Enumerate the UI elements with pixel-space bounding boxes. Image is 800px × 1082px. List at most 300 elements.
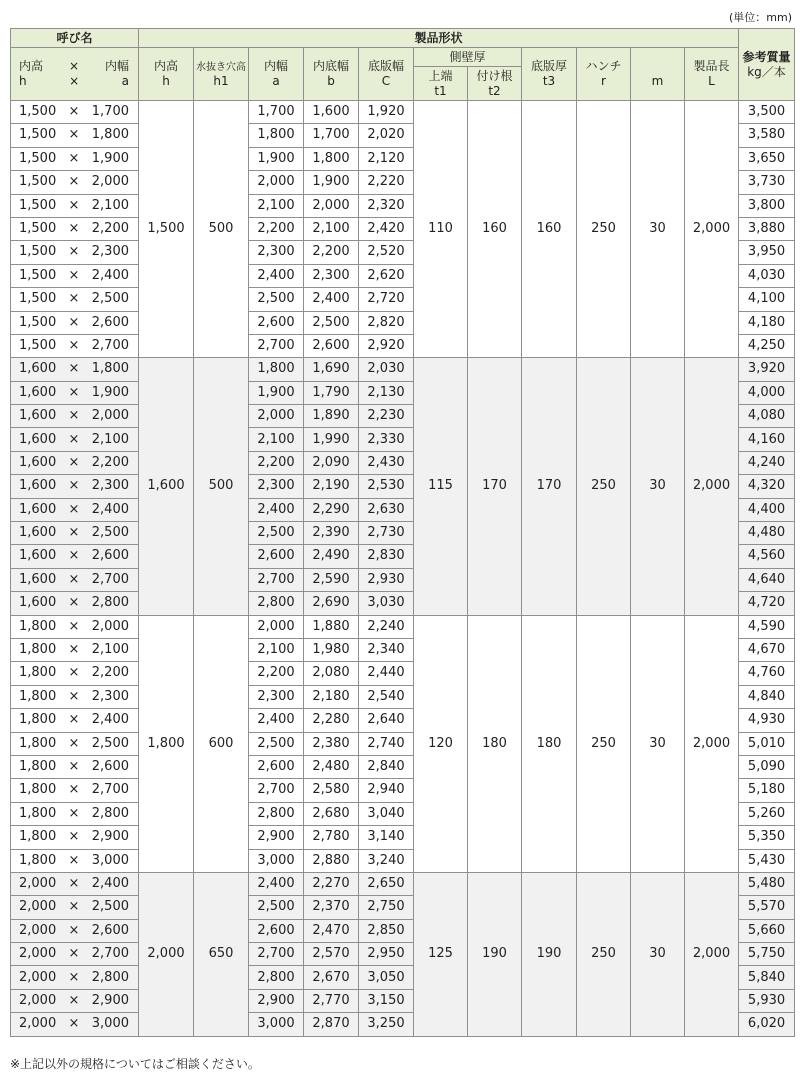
cell-weight: 4,100 xyxy=(739,288,795,311)
name-times: × xyxy=(68,852,80,868)
cell-weight: 5,570 xyxy=(739,896,795,919)
cell-weight: 3,500 xyxy=(739,101,795,124)
name-height: 1,800 xyxy=(19,618,57,634)
name-times: × xyxy=(68,1016,80,1032)
name-times: × xyxy=(68,244,80,260)
name-height: 1,800 xyxy=(19,759,57,774)
name-times: × xyxy=(68,642,80,658)
name-width: 2,000 xyxy=(91,408,129,424)
name-times: × xyxy=(68,174,80,190)
name-times: × xyxy=(68,525,80,541)
name-height: 1,500 xyxy=(19,291,57,307)
cell-weight: 5,480 xyxy=(739,872,795,895)
cell-c: 2,930 xyxy=(359,568,414,591)
cell-a: 1,700 xyxy=(249,101,304,124)
cell-t3: 180 xyxy=(522,615,577,872)
name-width: 2,500 xyxy=(91,291,129,307)
name-width: 2,600 xyxy=(91,314,129,330)
cell-weight: 3,950 xyxy=(739,241,795,264)
name-times: × xyxy=(68,454,80,470)
cell-m: 30 xyxy=(631,615,685,872)
cell-c: 2,420 xyxy=(359,217,414,240)
cell-b: 2,480 xyxy=(304,755,359,778)
cell-weight: 3,730 xyxy=(739,171,795,194)
name-width: 2,200 xyxy=(91,221,129,237)
cell-b: 1,980 xyxy=(304,638,359,661)
cell-c: 2,620 xyxy=(359,264,414,287)
name-times: × xyxy=(68,431,80,447)
cell-a: 2,400 xyxy=(249,709,304,732)
cell-yobina xyxy=(11,802,139,825)
cell-weight: 4,320 xyxy=(739,475,795,498)
name-width: 2,900 xyxy=(91,992,129,1008)
name-height: 1,500 xyxy=(19,197,57,213)
header-c: 底版幅 C xyxy=(359,48,414,101)
name-width: 2,400 xyxy=(91,712,129,728)
name-width: 2,000 xyxy=(91,174,129,190)
name-times: × xyxy=(68,291,80,307)
name-height: 1,600 xyxy=(19,384,57,400)
cell-weight: 5,350 xyxy=(739,826,795,849)
name-height: 1,800 xyxy=(19,829,57,845)
name-width: 2,200 xyxy=(91,454,129,470)
name-height: 2,000 xyxy=(19,1016,57,1032)
cell-yobina xyxy=(11,989,139,1012)
cell-yobina xyxy=(11,475,139,498)
name-height: 1,800 xyxy=(19,665,57,681)
cell-yobina xyxy=(11,381,139,404)
cell-yobina xyxy=(11,592,139,615)
name-times: × xyxy=(68,408,80,424)
name-width: 3,000 xyxy=(91,852,129,868)
cell-b: 1,890 xyxy=(304,405,359,428)
cell-c: 3,250 xyxy=(359,1013,414,1036)
name-height: 1,800 xyxy=(19,688,57,704)
cell-c: 2,320 xyxy=(359,194,414,217)
name-width: 1,900 xyxy=(91,150,129,166)
cell-L: 2,000 xyxy=(685,358,739,615)
name-times: × xyxy=(68,197,80,213)
cell-L: 2,000 xyxy=(685,872,739,1036)
cell-a: 2,300 xyxy=(249,241,304,264)
cell-a: 2,500 xyxy=(249,896,304,919)
name-height: 2,000 xyxy=(19,969,57,985)
cell-a: 2,600 xyxy=(249,919,304,942)
cell-a: 2,700 xyxy=(249,943,304,966)
cell-b: 2,390 xyxy=(304,522,359,545)
cell-yobina xyxy=(11,826,139,849)
name-height: 2,000 xyxy=(19,875,57,891)
header-sanko: 参考質量 kg／本 xyxy=(739,29,795,101)
cell-b: 2,270 xyxy=(304,872,359,895)
name-width: 2,600 xyxy=(91,922,129,938)
cell-b: 2,090 xyxy=(304,451,359,474)
name-height: 1,500 xyxy=(19,150,57,166)
name-height: 1,800 xyxy=(19,805,57,821)
cell-yobina xyxy=(11,849,139,872)
name-height: 1,600 xyxy=(19,595,57,611)
cell-yobina xyxy=(11,638,139,661)
name-height: 1,500 xyxy=(19,244,57,260)
cell-b: 1,790 xyxy=(304,381,359,404)
cell-a: 2,700 xyxy=(249,568,304,591)
cell-yobina xyxy=(11,451,139,474)
name-times: × xyxy=(68,361,80,377)
cell-a: 2,700 xyxy=(249,334,304,357)
name-width: 1,800 xyxy=(91,127,129,143)
name-width: 2,400 xyxy=(91,267,129,283)
cell-c: 2,340 xyxy=(359,638,414,661)
cell-a: 2,900 xyxy=(249,989,304,1012)
cell-weight: 5,840 xyxy=(739,966,795,989)
header-h1: 水抜き穴高 h1 xyxy=(194,48,249,101)
name-times: × xyxy=(68,829,80,845)
cell-b: 1,690 xyxy=(304,358,359,381)
name-times: × xyxy=(68,712,80,728)
name-times: × xyxy=(68,548,80,564)
header-seihin-keijo: 製品形状 xyxy=(139,29,739,48)
name-height: 2,000 xyxy=(19,899,57,915)
cell-c: 3,050 xyxy=(359,966,414,989)
name-width: 1,700 xyxy=(91,104,129,120)
cell-yobina xyxy=(11,943,139,966)
name-height: 1,800 xyxy=(19,782,57,798)
name-times: × xyxy=(68,899,80,915)
cell-c: 2,730 xyxy=(359,522,414,545)
cell-c: 2,830 xyxy=(359,545,414,568)
cell-t3: 190 xyxy=(522,872,577,1036)
name-width: 2,300 xyxy=(91,688,129,704)
cell-b: 2,490 xyxy=(304,545,359,568)
name-width: 2,900 xyxy=(91,829,129,845)
cell-weight: 3,920 xyxy=(739,358,795,381)
header-m: m xyxy=(631,48,685,101)
name-times: × xyxy=(68,782,80,798)
name-height: 1,600 xyxy=(19,431,57,447)
name-width: 2,700 xyxy=(91,337,129,353)
name-height: 2,000 xyxy=(19,946,57,962)
cell-b: 2,200 xyxy=(304,241,359,264)
name-times: × xyxy=(68,104,80,120)
name-times: × xyxy=(68,969,80,985)
cell-t2: 160 xyxy=(468,101,522,358)
cell-c: 3,140 xyxy=(359,826,414,849)
cell-m: 30 xyxy=(631,101,685,358)
cell-a: 2,000 xyxy=(249,615,304,638)
name-times: × xyxy=(68,992,80,1008)
cell-weight: 5,260 xyxy=(739,802,795,825)
cell-t2: 190 xyxy=(468,872,522,1036)
cell-b: 2,190 xyxy=(304,475,359,498)
cell-b: 2,300 xyxy=(304,264,359,287)
cell-a: 2,200 xyxy=(249,662,304,685)
cell-b: 2,770 xyxy=(304,989,359,1012)
cell-a: 2,400 xyxy=(249,264,304,287)
name-width: 2,600 xyxy=(91,759,129,774)
cell-yobina xyxy=(11,568,139,591)
cell-a: 2,500 xyxy=(249,522,304,545)
cell-c: 2,530 xyxy=(359,475,414,498)
cell-b: 2,380 xyxy=(304,732,359,755)
cell-weight: 4,720 xyxy=(739,592,795,615)
header-t1: 上端 t1 xyxy=(414,67,468,101)
cell-a: 2,600 xyxy=(249,311,304,334)
header-t3: 底版厚 t3 xyxy=(522,48,577,101)
cell-c: 2,640 xyxy=(359,709,414,732)
cell-weight: 3,580 xyxy=(739,124,795,147)
cell-yobina xyxy=(11,334,139,357)
name-height: 1,600 xyxy=(19,478,57,494)
cell-b: 2,280 xyxy=(304,709,359,732)
name-height: 1,500 xyxy=(19,174,57,190)
cell-c: 2,840 xyxy=(359,755,414,778)
header-r: ハンチ r xyxy=(577,48,631,101)
cell-weight: 5,750 xyxy=(739,943,795,966)
cell-b: 2,570 xyxy=(304,943,359,966)
cell-yobina xyxy=(11,358,139,381)
cell-yobina xyxy=(11,288,139,311)
cell-yobina xyxy=(11,732,139,755)
cell-b: 2,870 xyxy=(304,1013,359,1036)
cell-yobina xyxy=(11,405,139,428)
name-height: 1,500 xyxy=(19,314,57,330)
cell-L: 2,000 xyxy=(685,615,739,872)
cell-h: 2,000 xyxy=(139,872,194,1036)
cell-t3: 170 xyxy=(522,358,577,615)
cell-c: 1,920 xyxy=(359,101,414,124)
cell-weight: 4,840 xyxy=(739,685,795,708)
cell-b: 2,690 xyxy=(304,592,359,615)
cell-c: 2,240 xyxy=(359,615,414,638)
header-yobina: 呼び名 xyxy=(11,29,139,48)
cell-t1: 110 xyxy=(414,101,468,358)
cell-c: 2,740 xyxy=(359,732,414,755)
cell-c: 2,820 xyxy=(359,311,414,334)
cell-a: 2,600 xyxy=(249,755,304,778)
cell-weight: 5,180 xyxy=(739,779,795,802)
cell-a: 1,900 xyxy=(249,147,304,170)
footnote: ※上記以外の規格についてはご相談ください。 xyxy=(10,1057,260,1071)
name-height: 1,600 xyxy=(19,408,57,424)
cell-a: 2,000 xyxy=(249,405,304,428)
cell-c: 2,330 xyxy=(359,428,414,451)
name-height: 1,500 xyxy=(19,127,57,143)
header-t2: 付け根 t2 xyxy=(468,67,522,101)
cell-weight: 4,030 xyxy=(739,264,795,287)
cell-t1: 115 xyxy=(414,358,468,615)
cell-b: 2,400 xyxy=(304,288,359,311)
table-row xyxy=(11,101,795,124)
cell-t2: 170 xyxy=(468,358,522,615)
cell-weight: 4,760 xyxy=(739,662,795,685)
cell-b: 1,880 xyxy=(304,615,359,638)
name-width: 2,200 xyxy=(91,665,129,681)
cell-yobina xyxy=(11,522,139,545)
cell-yobina xyxy=(11,966,139,989)
name-height: 1,600 xyxy=(19,548,57,564)
table-row xyxy=(11,358,795,381)
cell-b: 1,600 xyxy=(304,101,359,124)
cell-yobina xyxy=(11,662,139,685)
cell-yobina xyxy=(11,755,139,778)
header-sokuheki: 側壁厚 xyxy=(414,48,522,67)
cell-yobina xyxy=(11,919,139,942)
cell-a: 2,200 xyxy=(249,217,304,240)
cell-c: 2,940 xyxy=(359,779,414,802)
cell-b: 2,100 xyxy=(304,217,359,240)
spec-table xyxy=(10,28,795,1037)
name-width: 2,100 xyxy=(91,431,129,447)
cell-a: 2,800 xyxy=(249,802,304,825)
name-times: × xyxy=(68,501,80,517)
cell-yobina xyxy=(11,615,139,638)
cell-c: 3,040 xyxy=(359,802,414,825)
cell-a: 3,000 xyxy=(249,1013,304,1036)
name-width: 2,000 xyxy=(91,618,129,634)
cell-yobina xyxy=(11,428,139,451)
cell-a: 2,800 xyxy=(249,966,304,989)
name-width: 2,300 xyxy=(91,478,129,494)
cell-weight: 4,180 xyxy=(739,311,795,334)
cell-r: 250 xyxy=(577,615,631,872)
name-width: 2,800 xyxy=(91,595,129,611)
name-width: 2,700 xyxy=(91,782,129,798)
cell-yobina xyxy=(11,709,139,732)
name-width: 2,300 xyxy=(91,244,129,260)
cell-a: 2,500 xyxy=(249,732,304,755)
cell-weight: 4,930 xyxy=(739,709,795,732)
cell-yobina xyxy=(11,545,139,568)
cell-c: 2,520 xyxy=(359,241,414,264)
cell-yobina xyxy=(11,241,139,264)
name-times: × xyxy=(68,618,80,634)
cell-a: 2,600 xyxy=(249,545,304,568)
cell-yobina xyxy=(11,1013,139,1036)
cell-L: 2,000 xyxy=(685,101,739,358)
cell-c: 2,950 xyxy=(359,943,414,966)
name-times: × xyxy=(68,150,80,166)
name-height: 1,500 xyxy=(19,104,57,120)
cell-b: 1,800 xyxy=(304,147,359,170)
name-height: 1,500 xyxy=(19,267,57,283)
cell-a: 1,900 xyxy=(249,381,304,404)
name-height: 2,000 xyxy=(19,922,57,938)
cell-weight: 4,250 xyxy=(739,334,795,357)
cell-yobina xyxy=(11,101,139,124)
cell-h1: 500 xyxy=(194,101,249,358)
cell-h1: 600 xyxy=(194,615,249,872)
cell-r: 250 xyxy=(577,101,631,358)
name-width: 1,900 xyxy=(91,384,129,400)
cell-weight: 4,080 xyxy=(739,405,795,428)
cell-h: 1,500 xyxy=(139,101,194,358)
cell-a: 2,100 xyxy=(249,194,304,217)
name-times: × xyxy=(68,735,80,751)
table-row xyxy=(11,615,795,638)
cell-c: 2,750 xyxy=(359,896,414,919)
cell-b: 2,880 xyxy=(304,849,359,872)
cell-m: 30 xyxy=(631,358,685,615)
header-name-col: 内高 × 内幅 h × a xyxy=(11,48,139,101)
cell-b: 2,580 xyxy=(304,779,359,802)
name-height: 1,600 xyxy=(19,525,57,541)
cell-c: 2,130 xyxy=(359,381,414,404)
cell-h1: 650 xyxy=(194,872,249,1036)
name-width: 1,800 xyxy=(91,361,129,377)
name-height: 1,800 xyxy=(19,852,57,868)
name-times: × xyxy=(68,337,80,353)
cell-a: 2,200 xyxy=(249,451,304,474)
cell-c: 3,150 xyxy=(359,989,414,1012)
cell-a: 2,900 xyxy=(249,826,304,849)
name-times: × xyxy=(68,875,80,891)
cell-a: 2,700 xyxy=(249,779,304,802)
cell-c: 2,850 xyxy=(359,919,414,942)
name-times: × xyxy=(68,688,80,704)
name-times: × xyxy=(68,946,80,962)
name-times: × xyxy=(68,759,80,774)
cell-weight: 3,880 xyxy=(739,217,795,240)
cell-c: 2,720 xyxy=(359,288,414,311)
name-times: × xyxy=(68,595,80,611)
cell-weight: 4,480 xyxy=(739,522,795,545)
cell-a: 2,300 xyxy=(249,475,304,498)
cell-t1: 120 xyxy=(414,615,468,872)
name-times: × xyxy=(68,267,80,283)
cell-b: 2,500 xyxy=(304,311,359,334)
header-a: 内幅 a xyxy=(249,48,304,101)
cell-yobina xyxy=(11,264,139,287)
cell-h: 1,800 xyxy=(139,615,194,872)
name-height: 1,600 xyxy=(19,501,57,517)
cell-b: 2,370 xyxy=(304,896,359,919)
cell-weight: 4,560 xyxy=(739,545,795,568)
cell-b: 2,780 xyxy=(304,826,359,849)
cell-a: 1,800 xyxy=(249,124,304,147)
cell-weight: 4,590 xyxy=(739,615,795,638)
cell-a: 2,100 xyxy=(249,428,304,451)
name-height: 2,000 xyxy=(19,992,57,1008)
cell-t3: 160 xyxy=(522,101,577,358)
cell-a: 2,400 xyxy=(249,872,304,895)
name-width: 2,100 xyxy=(91,197,129,213)
cell-weight: 5,430 xyxy=(739,849,795,872)
cell-h: 1,600 xyxy=(139,358,194,615)
header-h: 内高 h xyxy=(139,48,194,101)
cell-weight: 4,000 xyxy=(739,381,795,404)
cell-c: 2,630 xyxy=(359,498,414,521)
cell-weight: 4,240 xyxy=(739,451,795,474)
cell-b: 2,670 xyxy=(304,966,359,989)
name-height: 1,500 xyxy=(19,337,57,353)
unit-note: (単位：mm) xyxy=(728,11,792,24)
cell-weight: 4,160 xyxy=(739,428,795,451)
cell-b: 2,470 xyxy=(304,919,359,942)
name-times: × xyxy=(68,127,80,143)
cell-a: 2,000 xyxy=(249,171,304,194)
name-height: 1,800 xyxy=(19,735,57,751)
cell-h1: 500 xyxy=(194,358,249,615)
cell-a: 2,800 xyxy=(249,592,304,615)
cell-b: 2,000 xyxy=(304,194,359,217)
cell-a: 2,500 xyxy=(249,288,304,311)
cell-yobina xyxy=(11,498,139,521)
cell-yobina xyxy=(11,171,139,194)
cell-weight: 6,020 xyxy=(739,1013,795,1036)
cell-c: 3,240 xyxy=(359,849,414,872)
cell-r: 250 xyxy=(577,358,631,615)
cell-b: 1,900 xyxy=(304,171,359,194)
